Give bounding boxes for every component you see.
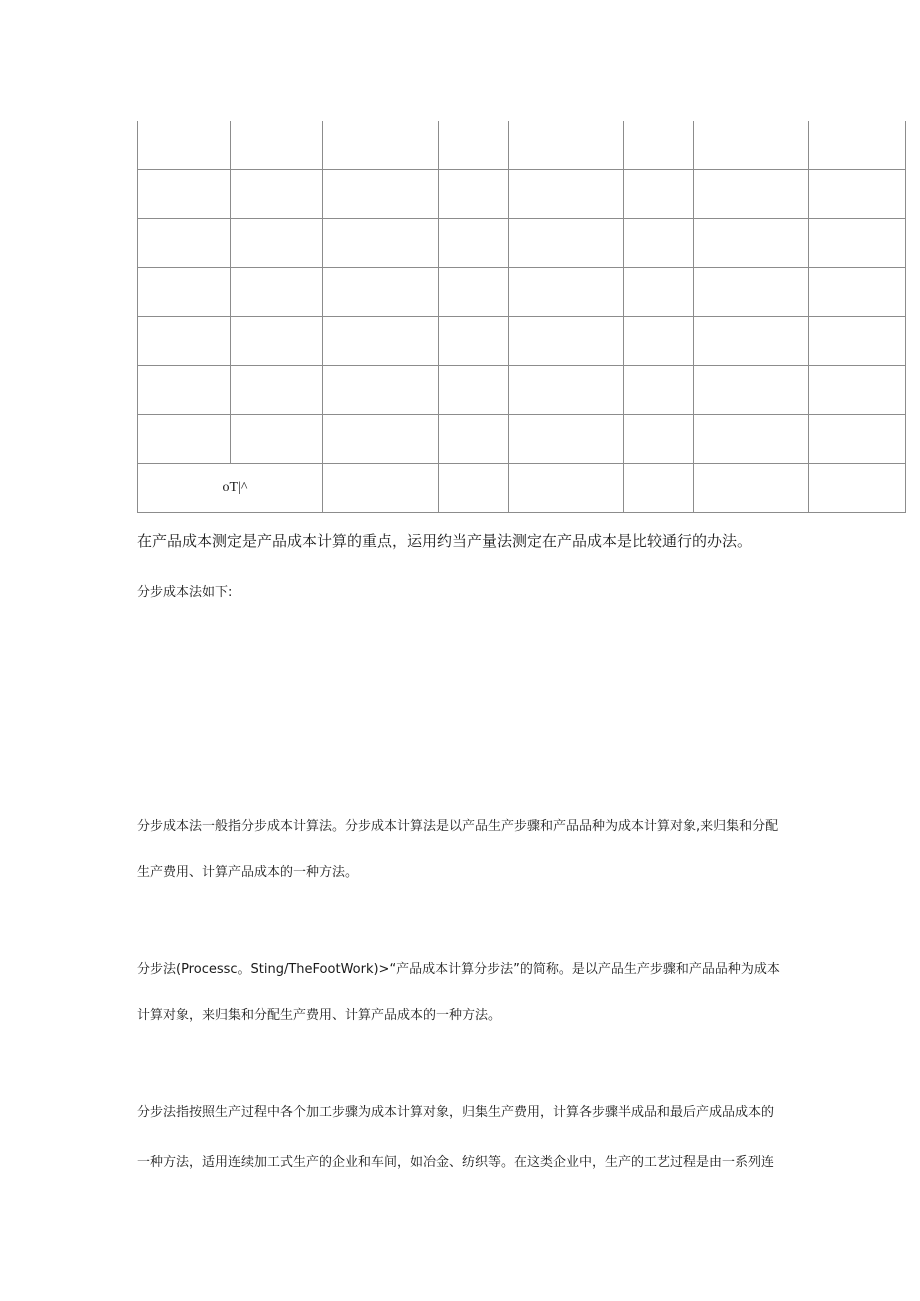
table-cell (809, 219, 906, 268)
table-row (138, 268, 906, 317)
table-cell (694, 268, 809, 317)
table-cell (439, 170, 509, 219)
table-cell (624, 464, 694, 513)
table-row (138, 366, 906, 415)
table-cell (439, 317, 509, 366)
table-cell (138, 268, 231, 317)
paragraph-1-line-1: 分步成本法一般指分步成本计算法。分步成本计算法是以产品生产步骤和产品品种为成本计算对象,来归集和分配 (137, 819, 779, 834)
table-cell (624, 170, 694, 219)
table-cell (138, 317, 231, 366)
cost-table (137, 121, 906, 513)
table-cell (138, 415, 231, 464)
table-cell (138, 366, 231, 415)
table-row (138, 415, 906, 464)
table-cell (323, 219, 439, 268)
table-cell (439, 464, 509, 513)
table-cell (439, 121, 509, 170)
table-cell (323, 366, 439, 415)
table-cell (809, 121, 906, 170)
table-cell (138, 170, 231, 219)
table-cell (509, 268, 624, 317)
table-row-total (138, 464, 906, 513)
table-cell (138, 121, 231, 170)
table-cell (323, 415, 439, 464)
paragraph-3-line-1: 分步法指按照生产过程中各个加工步骤为成本计算对象，归集生产费用，计算各步骤半成品和最后产成品成本的 (137, 1105, 775, 1120)
table-cell (624, 317, 694, 366)
table-cell (624, 219, 694, 268)
table-cell (323, 464, 439, 513)
table-cell (231, 366, 323, 415)
table-row (138, 317, 906, 366)
table-cell (624, 268, 694, 317)
table-cell (809, 170, 906, 219)
table-cell (439, 268, 509, 317)
table-cell (624, 415, 694, 464)
note-paragraph: 在产品成本测定是产品成本计算的重点，运用约当产量法测定在产品成本是比较通行的办法。 (137, 532, 753, 550)
table-cell (694, 366, 809, 415)
table-cell (509, 121, 624, 170)
table-cell (439, 415, 509, 464)
table-cell (509, 317, 624, 366)
table-cell (231, 415, 323, 464)
table-cell (509, 464, 624, 513)
table-cell (323, 121, 439, 170)
table-cell (323, 317, 439, 366)
table-row (138, 170, 906, 219)
table-row (138, 121, 906, 170)
table-cell (694, 219, 809, 268)
table-cell (809, 268, 906, 317)
table-cell (694, 121, 809, 170)
table-body (138, 121, 906, 513)
paragraph-3-line-2: 一种方法，适用连续加工式生产的企业和车间，如冶金、纺织等。在这类企业中，生产的工艺过程是由一系列连 (137, 1155, 775, 1170)
table-cell (624, 121, 694, 170)
table-cell (809, 464, 906, 513)
table-cell (323, 170, 439, 219)
table-cell (231, 170, 323, 219)
table-cell (231, 219, 323, 268)
table-cell (509, 170, 624, 219)
table-cell (439, 366, 509, 415)
table-cell (138, 219, 231, 268)
table-cell (809, 366, 906, 415)
table-cell (624, 366, 694, 415)
table-cell (509, 366, 624, 415)
table-cell (323, 268, 439, 317)
table-cell (694, 170, 809, 219)
paragraph-2-line-2: 计算对象，来归集和分配生产费用、计算产品成本的一种方法。 (137, 1008, 502, 1023)
table-cell (809, 415, 906, 464)
paragraph-1-line-2: 生产费用、计算产品成本的一种方法。 (137, 865, 359, 880)
merged-label-cell: oT|^ (138, 464, 323, 513)
section-heading: 分步成本法如下: (137, 585, 233, 600)
table-cell (509, 415, 624, 464)
table-cell (231, 268, 323, 317)
table-row (138, 219, 906, 268)
table-cell (231, 317, 323, 366)
table-cell (809, 317, 906, 366)
table-cell (231, 121, 323, 170)
table-cell (694, 415, 809, 464)
table-cell (694, 317, 809, 366)
paragraph-2-line-1: 分步法(Processc。Sting/TheFootWork)>“产品成本计算分步法”的简称。是以产品生产步骤和产品品种为成本 (137, 962, 780, 977)
table-cell (439, 219, 509, 268)
table-cell (509, 219, 624, 268)
table-cell (694, 464, 809, 513)
